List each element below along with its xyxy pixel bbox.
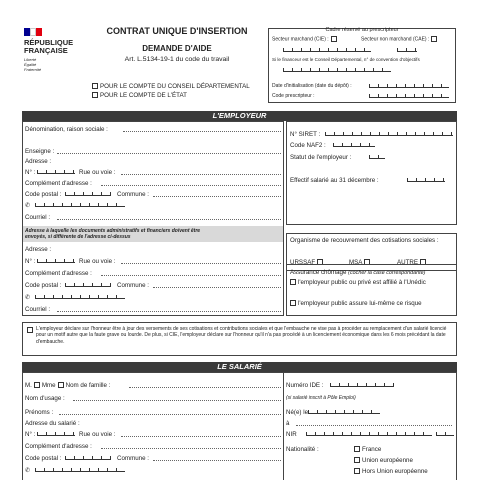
civilite-row[interactable]	[25, 382, 110, 389]
nir-key-field[interactable]	[436, 431, 454, 436]
ide-note: (si salarié inscrit à Pôle Emploi)	[286, 395, 356, 401]
checkbox[interactable]	[354, 468, 360, 474]
france-label: France	[362, 446, 382, 453]
code-postal2-field[interactable]	[65, 282, 111, 287]
code-postal-field[interactable]	[65, 191, 111, 196]
statut-field[interactable]	[369, 154, 385, 159]
effectif-label: Effectif salarié au 31 décembre :	[290, 177, 379, 184]
ue-option[interactable]	[352, 457, 413, 464]
denomination-input[interactable]	[123, 126, 281, 132]
hors-ue-option[interactable]	[352, 468, 428, 475]
secteur-marchand[interactable]	[272, 36, 339, 42]
lieu-naissance-input[interactable]	[296, 420, 452, 426]
ne-le-field[interactable]	[308, 409, 380, 414]
logo-motto-3: Fraternité	[24, 67, 42, 72]
ide-field[interactable]	[330, 382, 394, 387]
convention-field[interactable]	[283, 67, 391, 72]
prescripteur-title: Cadre réservé au prescripteur	[325, 27, 399, 33]
courriel-input[interactable]	[57, 214, 281, 220]
lieu-naissance-label: à	[286, 420, 290, 427]
commune-label: Commune :	[117, 191, 149, 198]
complement-label: Complément d'adresse :	[25, 180, 92, 187]
numero2-field[interactable]	[37, 258, 75, 263]
nom-label: Nom de famille :	[65, 382, 111, 389]
courriel2-label: Courriel :	[25, 306, 51, 313]
code-prescripteur-label: Code prescripteur :	[272, 93, 315, 99]
checkbox[interactable]	[290, 279, 296, 285]
ue-label: Union européenne	[362, 457, 413, 464]
assurance-label	[290, 269, 425, 277]
commune-salarie-input[interactable]	[153, 455, 281, 461]
adresse-salarie-label: Adresse du salarié :	[25, 420, 80, 427]
courriel-label: Courriel :	[25, 214, 51, 221]
checkbox[interactable]	[354, 446, 360, 452]
commune2-label: Commune :	[117, 282, 149, 289]
employeur-left-panel	[22, 121, 284, 316]
assurance-title: Assurance chômage	[290, 269, 347, 276]
compte-departement[interactable]	[90, 83, 250, 90]
code-postal-salarie-label: Code postal :	[25, 455, 62, 462]
siret-label: N° SIRET :	[290, 131, 321, 138]
commune2-input[interactable]	[153, 282, 281, 288]
logo-motto-2: Égalité	[24, 62, 37, 67]
checkbox[interactable]	[431, 36, 437, 42]
secteur-marchand-label: Secteur marchand (CIE) :	[272, 36, 329, 43]
logo-line2: FRANÇAISE	[24, 46, 68, 55]
numero-label: N° :	[25, 169, 36, 176]
numero-salarie-field[interactable]	[37, 431, 75, 436]
adresse-label: Adresse :	[25, 158, 52, 165]
autre-adresse-banner	[23, 226, 283, 242]
phone-field[interactable]	[35, 202, 125, 207]
declaration-box	[22, 322, 457, 356]
unedic-label: l'employeur public ou privé est affilié à l'Unédic	[298, 279, 426, 286]
hors-ue-label: Hors Union européenne	[362, 468, 428, 475]
autre-adresse-text: Adresse à laquelle les documents administratifs et financiers doivent être envoyés, si différente de l'adresse ci-dessus	[25, 228, 201, 240]
naf-label: Code NAF2 :	[290, 142, 326, 149]
rue-salarie-label: Rue ou voie :	[79, 431, 116, 438]
phone-salarie-field[interactable]	[35, 467, 125, 472]
complement-salarie-input[interactable]	[101, 443, 281, 449]
compte-etat-label: POUR LE COMPTE DE L'ÉTAT	[100, 92, 187, 99]
form-article: Art. L.5134-19-1 du code du travail	[124, 56, 230, 63]
complement2-label: Complément d'adresse :	[25, 270, 92, 277]
checkbox[interactable]	[92, 83, 98, 89]
autre-label: AUTRE	[397, 259, 418, 266]
salarie-right-panel	[284, 372, 457, 480]
france-option[interactable]	[352, 446, 381, 453]
ide-label: Numéro IDE :	[286, 382, 324, 389]
phone2-field[interactable]	[35, 294, 125, 299]
checkbox[interactable]	[92, 92, 98, 98]
declaration-text: L'employeur déclare sur l'honneur être à jour des versements de ses cotisations et contributions sociales et que l'embauche ne vise pas à procéder au remplacement d'un salarié licencié pour un motif autre que la faute grave ou lourde. De plus, si CIE, l'employeur déclare sur l'honneur qu'il n'a pas procédé à un licenciement économique dans les 6 mois précédant la date d'embauche.	[36, 326, 447, 345]
prescripteur-box	[268, 28, 456, 103]
organisme-label: Organisme de recouvrement des cotisations sociales :	[290, 237, 439, 244]
code-postal2-label: Code postal :	[25, 282, 62, 289]
logo-motto-1: Liberté	[24, 57, 37, 62]
assurance-note: (cocher la case correspondante)	[348, 270, 426, 276]
checkbox[interactable]	[290, 300, 296, 306]
numero-salarie-label: N° :	[25, 431, 36, 438]
ne-le-label: Né(e) le	[286, 409, 309, 416]
msa-label: MSA	[349, 259, 363, 266]
date-init-label: Date d'initialisation (date du dépôt) :	[272, 83, 352, 89]
secteur-code-field[interactable]	[283, 47, 371, 52]
nationalite-label: Nationalité :	[286, 446, 319, 453]
date-init-field[interactable]	[369, 83, 449, 88]
rue-salarie-input[interactable]	[121, 431, 281, 437]
checkbox[interactable]	[34, 382, 40, 388]
complement-input[interactable]	[101, 180, 281, 186]
rue2-input[interactable]	[121, 258, 281, 264]
denomination-label: Dénomination, raison sociale :	[25, 126, 108, 133]
employeur-right-panel-3	[286, 264, 457, 316]
phone2-icon: ✆	[25, 294, 31, 301]
nom-usage-input[interactable]	[73, 395, 281, 401]
commune-salarie-label: Commune :	[117, 455, 149, 462]
nir-label: NIR	[286, 431, 297, 438]
urssaf-label: URSSAF	[290, 259, 316, 266]
propre-option[interactable]	[288, 300, 422, 307]
logo	[24, 28, 84, 80]
employeur-section-bar: L'EMPLOYEUR	[22, 111, 457, 121]
nom-input[interactable]	[129, 382, 281, 388]
nir-field[interactable]	[306, 431, 432, 436]
declaration-checkbox[interactable]	[27, 327, 33, 333]
siret-field[interactable]	[325, 131, 453, 136]
adresse2-label: Adresse :	[25, 246, 52, 253]
m-label: M.	[25, 382, 32, 389]
complement2-input[interactable]	[101, 270, 281, 276]
rue-label: Rue ou voie :	[79, 169, 116, 176]
courriel2-input[interactable]	[57, 306, 281, 312]
form-title: CONTRAT UNIQUE D'INSERTION	[106, 26, 248, 36]
secteur-non-marchand[interactable]	[361, 36, 439, 42]
secteur-code-field-2[interactable]	[397, 47, 417, 52]
commune-input[interactable]	[153, 191, 281, 197]
statut-label: Statut de l'employeur :	[290, 154, 352, 161]
form-subtitle: DEMANDE D'AIDE	[142, 44, 212, 53]
flag-red	[36, 28, 42, 36]
numero-field[interactable]	[37, 169, 75, 174]
rue2-label: Rue ou voie :	[79, 258, 116, 265]
naf-field[interactable]	[333, 142, 375, 147]
checkbox[interactable]	[58, 382, 64, 388]
code-postal-label: Code postal :	[25, 191, 62, 198]
prenoms-input[interactable]	[59, 409, 281, 415]
secteur-non-marchand-label: Secteur non marchand (CAE) :	[361, 36, 430, 43]
phone-salarie-icon: ✆	[25, 467, 31, 474]
unedic-option[interactable]	[288, 279, 426, 286]
compte-etat[interactable]	[90, 92, 187, 99]
code-prescripteur-field[interactable]	[369, 93, 449, 98]
financeur-label: Si le financeur est le Conseil Départemental, n° de convention d'objectifs	[272, 57, 420, 62]
logo-line1: RÉPUBLIQUE	[24, 38, 74, 47]
mme-label: Mme	[41, 382, 56, 389]
enseigne-input[interactable]	[57, 148, 281, 154]
code-postal-salarie-field[interactable]	[65, 455, 111, 460]
propre-label: l'employeur public assure lui-même ce risque	[298, 300, 422, 307]
prenoms-label: Prénoms :	[25, 409, 54, 416]
phone-icon: ✆	[25, 202, 31, 209]
checkbox[interactable]	[331, 36, 337, 42]
employeur-right-panel-1	[286, 121, 457, 225]
effectif-field[interactable]	[407, 177, 445, 182]
salarie-left-panel	[22, 372, 284, 480]
enseigne-label: Enseigne :	[25, 148, 55, 155]
rue-input[interactable]	[121, 169, 281, 175]
compte-departement-label: POUR LE COMPTE DU CONSEIL DÉPARTEMENTAL	[100, 83, 250, 90]
numero2-label: N° :	[25, 258, 36, 265]
complement-salarie-label: Complément d'adresse :	[25, 443, 92, 450]
checkbox[interactable]	[354, 457, 360, 463]
nom-usage-label: Nom d'usage :	[25, 395, 65, 402]
salarie-section-bar: LE SALARIÉ	[22, 362, 457, 372]
